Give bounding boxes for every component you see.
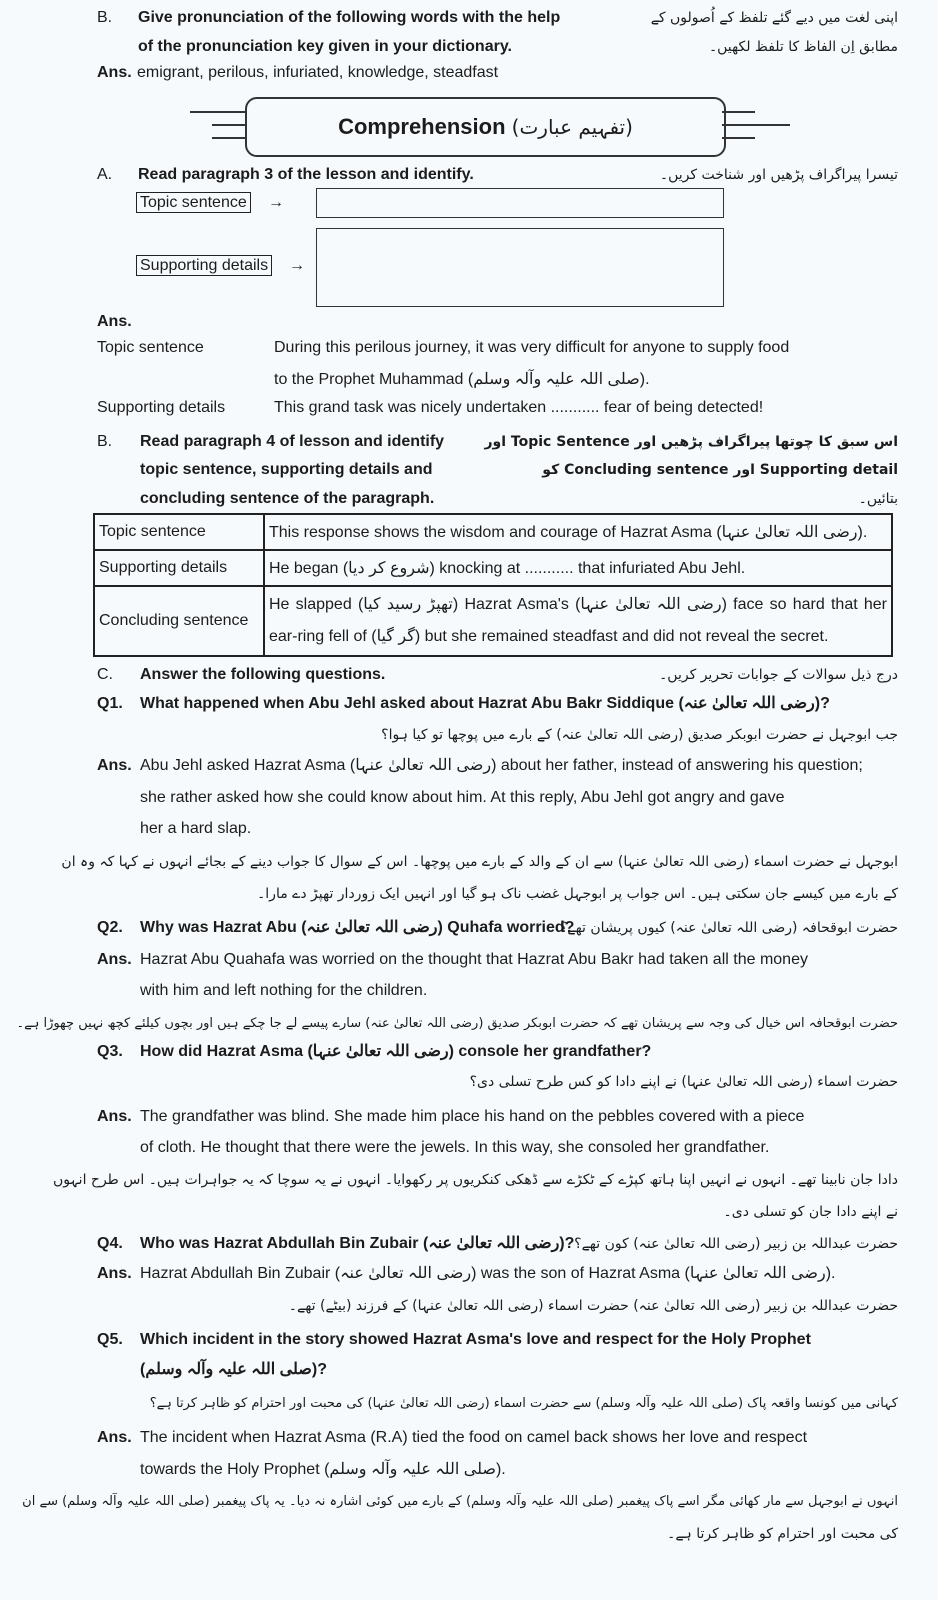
answer-urdu: دادا جان نابینا تھے۔ انہوں نے انہیں اپنا ہاتھ کپڑے کے ٹکڑے سے ڈھکی کنکریوں پر رکھوایا۔ انہوں نے یہ سوچا کہ یہ جواہرات ہیں۔ اس طرح انہوں (52, 1172, 898, 1188)
question-text: How did Hazrat Asma (رضی اللہ تعالیٰ عنہا) console her grandfather? (140, 1043, 652, 1060)
banner-rule (212, 137, 245, 139)
answer-text: Hazrat Abdullah Bin Zubair (رضی اللہ تعالیٰ عنہ) was the son of Hazrat Asma (رضی اللہ تعالیٰ عنہا). (140, 1265, 836, 1282)
answer-text: with him and left nothing for the children. (140, 982, 428, 999)
row-head: Supporting details (94, 550, 264, 586)
answer-text: her a hard slap. (140, 820, 252, 837)
exercise-instruction: Read paragraph 3 of the lesson and identify. (138, 166, 474, 183)
table-row (94, 586, 892, 656)
table-row (94, 550, 892, 586)
row-text: This response shows the wisdom and courage of Hazrat Asma (رضی اللہ تعالیٰ عنہا). (264, 514, 892, 550)
exercise-label: C. (97, 666, 113, 683)
banner-rule (190, 111, 245, 113)
answer-urdu: حضرت عبداللہ بن زبیر (رضی اللہ تعالیٰ عنہ) حضرت اسماء (رضی اللہ تعالیٰ عنہا) کے فرزند (بیٹے) تھے۔ (288, 1298, 898, 1314)
answer-urdu: حضرت ابوقحافہ اس خیال کی وجہ سے پریشان تھے کہ حضرت ابوبکر صدیق (رضی اللہ تعالیٰ عنہ) سارے پیسے لے جا چکے ہیں اور بچوں کیلئے کچھ نہیں چھوڑا ہے۔ (16, 1016, 898, 1031)
question-text: (صلی اللہ علیہ وآلہ وسلم)? (140, 1361, 327, 1378)
section-title: Comprehension (338, 114, 506, 139)
topic-sentence-blank (316, 188, 724, 218)
question-urdu: جب ابوجہل نے حضرت ابوبکر صدیق (رضی اللہ تعالیٰ عنہ) کے بارے میں پوچھا تو کیا ہوا؟ (381, 727, 898, 743)
answer-text: emigrant, perilous, infuriated, knowledge, steadfast (137, 64, 499, 81)
answer-head: Topic sentence (97, 339, 204, 356)
answer-label: Ans. (97, 313, 132, 330)
answer-label: Ans. (97, 1108, 132, 1125)
answer-text: This grand task was nicely undertaken ........... fear of being detected! (274, 399, 764, 416)
row-head: Concluding sentence (94, 586, 264, 656)
answer-text: Hazrat Abu Quahafa was worried on the thought that Hazrat Abu Bakr had taken all the money (140, 951, 808, 968)
answer-urdu: کے بارے میں کیسے جان سکتی ہیں۔ اس جواب پر ابوجہل غضب ناک ہو گیا اور انہیں ایک زوردار تھپڑ دے مارا۔ (257, 886, 898, 902)
answer-text: to the Prophet Muhammad (صلی اللہ علیہ وآلہ وسلم). (274, 371, 650, 388)
exercise-instruction: Read paragraph 4 of lesson and identify (140, 433, 445, 450)
question-label: Q2. (97, 919, 123, 936)
question-urdu: حضرت اسماء (رضی اللہ تعالیٰ عنہا) نے اپنے دادا کو کس طرح تسلی دی؟ (469, 1074, 898, 1090)
exercise-instruction: Answer the following questions. (140, 666, 386, 683)
urdu-instruction: بتائیں۔ (858, 491, 898, 507)
answer-text: During this perilous journey, it was very difficult for anyone to supply food (274, 339, 790, 356)
answer-text: towards the Holy Prophet (صلی اللہ علیہ وآلہ وسلم). (140, 1461, 506, 1478)
exercise-instruction: concluding sentence of the paragraph. (140, 490, 435, 507)
question-label: Q3. (97, 1043, 123, 1060)
urdu-instruction: تیسرا پیراگراف پڑھیں اور شناخت کریں۔ (659, 167, 898, 183)
answer-label: Ans. (97, 64, 132, 81)
urdu-instruction: درج ذیل سوالات کے جوابات تحریر کریں۔ (659, 667, 898, 683)
question-text: Who was Hazrat Abdullah Bin Zubair (رضی اللہ تعالیٰ عنہ)? (140, 1235, 575, 1252)
answer-urdu: انہوں نے ابوجہل سے مار کھائی مگر اسے پاک پیغمبر (صلی اللہ علیہ وآلہ وسلم) کے بارے میں کوئی اشارہ نہ دیا۔ یہ پاک پیغمبر (صلی اللہ علیہ وآلہ وسلم) سے ان (22, 1494, 898, 1509)
banner-rule (722, 111, 755, 113)
question-urdu: حضرت عبداللہ بن زبیر (رضی اللہ تعالیٰ عنہ) کون تھے؟ (574, 1236, 898, 1252)
question-label: Q1. (97, 695, 123, 712)
answer-urdu: نے اپنے دادا جان کو تسلی دی۔ (723, 1204, 898, 1220)
urdu-instruction: اس سبق کا چوتھا پیراگراف پڑھیں اور Topic Sentence اور (484, 434, 898, 450)
answer-text: she rather asked how she could know about him. At this reply, Abu Jehl got angry and gave (140, 789, 785, 806)
arrow-icon: → (268, 194, 284, 211)
exercise-label: B. (97, 9, 113, 26)
table-row (94, 514, 892, 550)
exercise-label: B. (97, 433, 113, 450)
arrow-icon: → (289, 257, 305, 274)
exercise-instruction: of the pronunciation key given in your dictionary. (138, 38, 512, 55)
answer-text: of cloth. He thought that there were the jewels. In this way, she consoled her grandfather. (140, 1139, 770, 1156)
question-text: Which incident in the story showed Hazrat Asma's love and respect for the Holy Prophet (140, 1331, 811, 1348)
exercise-instruction: topic sentence, supporting details and (140, 461, 433, 478)
answer-head: Supporting details (97, 399, 226, 416)
exercise-instruction: Give pronunciation of the following words with the help (138, 9, 561, 26)
answer-urdu: ابوجہل نے حضرت اسماء (رضی اللہ تعالیٰ عنہا) سے ان کے والد کے بارے میں پوچھا۔ اس کے سوال کا جواب دینے کے بجائے انہوں نے کہا کہ وہ ان (61, 854, 898, 870)
row-text: He slapped (تھپڑ رسید کیا) Hazrat Asma's (رضی اللہ تعالیٰ عنہا) face so hard that her ear-ring fell of (گر گیا) but she remained steadfast and did not reveal the secret. (264, 586, 892, 656)
answer-text: The incident when Hazrat Asma (R.A) tied the food on camel back shows her love and respect (140, 1429, 808, 1446)
banner-rule (722, 137, 755, 139)
banner-rule (212, 124, 245, 126)
supporting-details-label: Supporting details (136, 255, 272, 276)
section-title-urdu: (تفہیم عبارت) (511, 115, 633, 139)
answer-text: Abu Jehl asked Hazrat Asma (رضی اللہ تعالیٰ عنہا) about her father, instead of answering his question; (140, 757, 863, 774)
answer-label: Ans. (97, 757, 132, 774)
answer-label: Ans. (97, 1265, 132, 1282)
answer-urdu: کی محبت اور احترام کو ظاہر کرتا ہے۔ (667, 1526, 898, 1542)
topic-sentence-label: Topic sentence (136, 192, 251, 213)
row-text: He began (شروع کر دیا) knocking at ........... that infuriated Abu Jehl. (264, 550, 892, 586)
question-text: What happened when Abu Jehl asked about Hazrat Abu Bakr Siddique (رضی اللہ تعالیٰ عنہ)? (140, 695, 830, 712)
question-urdu: کہانی میں کونسا واقعہ پاک (صلی اللہ علیہ وآلہ وسلم) سے حضرت اسماء (رضی اللہ تعالیٰ عنہا) کی محبت اور احترام کو ظاہر کرتا ہے؟ (149, 1396, 898, 1411)
question-label: Q4. (97, 1235, 123, 1252)
urdu-instruction: Supporting detail اور Concluding sentence کو (542, 462, 898, 478)
urdu-instruction: مطابق اِن الفاظ کا تلفظ لکھیں۔ (708, 39, 898, 55)
section-banner (245, 97, 726, 157)
urdu-instruction: اپنی لغت میں دیے گئے تلفظ کے اُصولوں کے (650, 10, 898, 26)
supporting-details-blank (316, 228, 724, 307)
paragraph-table (93, 513, 893, 657)
question-urdu: حضرت ابوقحافہ (رضی اللہ تعالیٰ عنہ) کیوں پریشان تھے؟ (559, 920, 898, 936)
question-label: Q5. (97, 1331, 123, 1348)
banner-rule (722, 124, 790, 126)
exercise-label: A. (97, 166, 113, 183)
question-text: Why was Hazrat Abu (رضی اللہ تعالیٰ عنہ) Quhafa worried? (140, 919, 575, 936)
answer-label: Ans. (97, 951, 132, 968)
answer-text: The grandfather was blind. She made him place his hand on the pebbles covered with a piece (140, 1108, 805, 1125)
row-head: Topic sentence (94, 514, 264, 550)
answer-label: Ans. (97, 1429, 132, 1446)
